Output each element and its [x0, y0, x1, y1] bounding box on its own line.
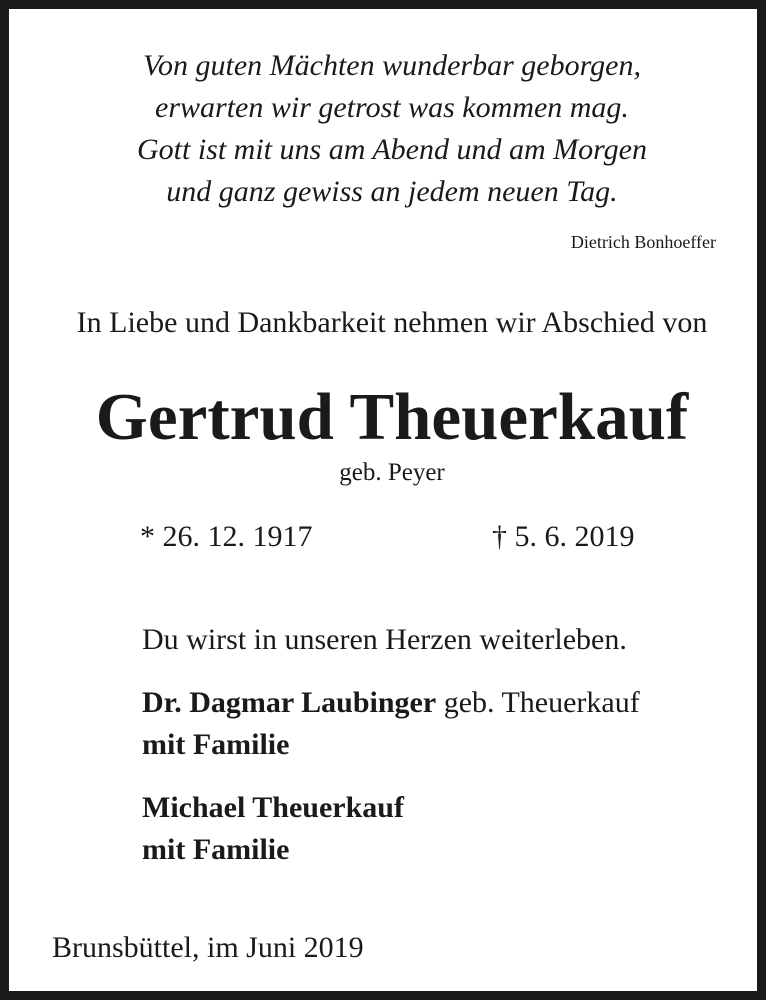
- poem-author: Dietrich Bonhoeffer: [570, 232, 716, 252]
- poem-line: und ganz gewiss an jedem neuen Tag.: [166, 175, 618, 208]
- death-date: † 5. 6. 2019: [492, 520, 635, 553]
- maiden-name: geb. Peyer: [339, 459, 445, 486]
- poem: [9, 45, 766, 213]
- deceased-name: Gertrud Theuerkauf: [95, 380, 689, 454]
- mourner-family: mit Familie: [142, 728, 290, 761]
- intro-text: In Liebe und Dankbarkeit nehmen wir Abschied von: [76, 306, 708, 339]
- mourner-name: Michael Theuerkauf: [142, 791, 404, 824]
- mourner-entry: [142, 787, 404, 871]
- mourner-family: mit Familie: [142, 833, 290, 866]
- poem-line: Gott ist mit uns am Abend und am Morgen: [137, 133, 647, 166]
- mourner-name: Dr. Dagmar Laubinger: [142, 686, 437, 719]
- poem-line: Von guten Mächten wunderbar geborgen,: [143, 49, 641, 82]
- birth-date: * 26. 12. 1917: [140, 520, 313, 553]
- mourner-entry: [142, 682, 640, 766]
- mourner-suffix: geb. Theuerkauf: [436, 686, 640, 719]
- motto: Du wirst in unseren Herzen weiterleben.: [142, 623, 627, 656]
- poem-line: erwarten wir getrost was kommen mag.: [155, 91, 629, 124]
- place-date: Brunsbüttel, im Juni 2019: [52, 931, 364, 964]
